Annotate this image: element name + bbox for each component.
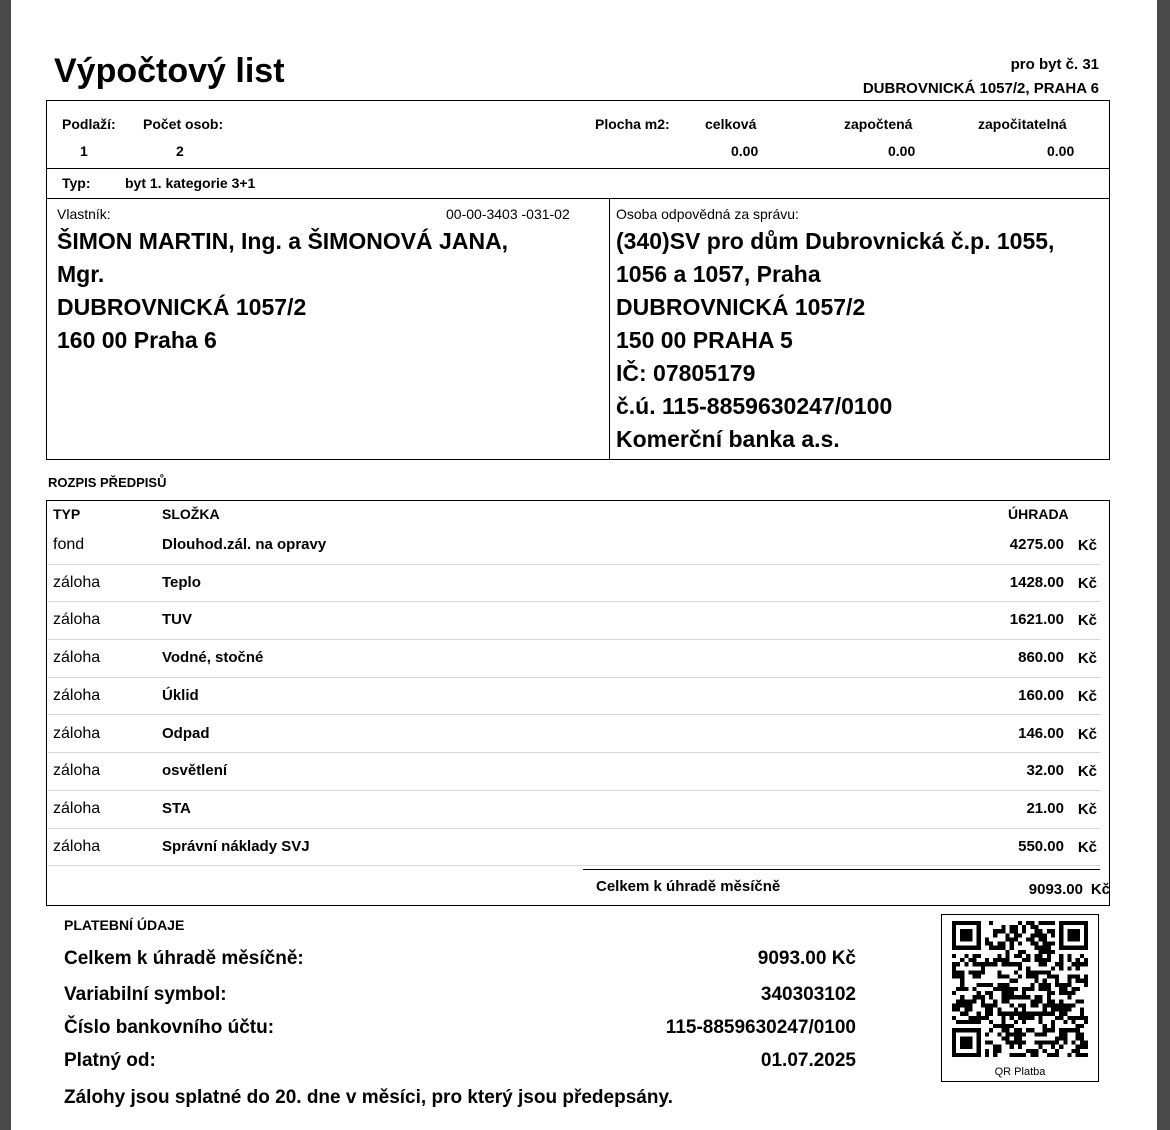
table-row: [48, 640, 1101, 678]
area-countable-value: 0.00: [1047, 143, 1075, 159]
qr-code-icon: [952, 921, 1088, 1057]
payment-total-label: Celkem k úhradě měsíčně:: [64, 948, 304, 969]
divider: [47, 198, 1109, 199]
table-row: [48, 753, 1101, 791]
row-component: Úklid: [162, 686, 199, 704]
owner-code: 00-00-3403 -031-02: [446, 206, 570, 222]
row-amount: 4275.00: [1009, 536, 1064, 553]
row-type: záloha: [53, 573, 101, 591]
row-amount: 32.00: [1026, 762, 1064, 780]
row-currency: Kč: [1077, 612, 1097, 630]
table-row: [48, 527, 1101, 565]
divider: [47, 168, 1109, 169]
total-label: Celkem k úhradě měsíčně: [596, 878, 781, 895]
owner-name-line1: ŠIMON MARTIN, Ing. a ŠIMONOVÁ JANA,: [57, 228, 509, 254]
manager-ic: IČ: 07805179: [616, 360, 756, 386]
row-currency: Kč: [1077, 574, 1097, 592]
payment-total-value: 9093.00 Kč: [757, 948, 856, 969]
manager-account: č.ú. 115-8859630247/0100: [616, 393, 893, 419]
manager-line2: 1056 a 1057, Praha: [616, 261, 821, 287]
floor-label: Podlaží:: [62, 116, 116, 132]
table-row: [48, 716, 1101, 754]
col-component-header: SLOŽKA: [162, 506, 220, 522]
row-type: záloha: [53, 762, 101, 780]
owner-city: 160 00 Praha 6: [57, 327, 217, 353]
manager-city: 150 00 PRAHA 5: [616, 327, 793, 353]
row-currency: Kč: [1077, 800, 1097, 818]
row-type: fond: [53, 536, 85, 553]
row-type: záloha: [53, 611, 101, 629]
area-countable-label: započitatelná: [978, 116, 1067, 132]
table-row: [48, 602, 1101, 640]
row-amount: 1621.00: [1009, 611, 1064, 629]
valid-from-value: 01.07.2025: [760, 1050, 856, 1071]
page-title: Výpočtový list: [54, 52, 285, 90]
row-currency: Kč: [1077, 763, 1097, 781]
manager-bank: Komerční banka a.s.: [616, 426, 840, 452]
bank-account-label: Číslo bankovního účtu:: [64, 1017, 275, 1038]
breakdown-title: ROZPIS PŘEDPISŮ: [48, 475, 167, 490]
row-currency: Kč: [1077, 650, 1097, 668]
total-line: [583, 869, 1100, 870]
persons-label: Počet osob:: [143, 116, 224, 132]
owner-name-line2: Mgr.: [57, 261, 105, 287]
manager-line1: (340)SV pro dům Dubrovnická č.p. 1055,: [616, 228, 1055, 254]
area-total-value: 0.00: [731, 143, 759, 159]
total-amount: 9093.00: [1028, 881, 1083, 898]
apartment-label: pro byt č. 31: [1010, 56, 1099, 73]
variable-symbol-label: Variabilní symbol:: [64, 984, 227, 1005]
qr-label: QR Platba: [994, 1066, 1046, 1078]
floor-value: 1: [80, 143, 88, 159]
row-amount: 21.00: [1026, 799, 1064, 817]
row-type: záloha: [53, 649, 101, 667]
row-component: Správní náklady SVJ: [162, 837, 310, 855]
table-row: [48, 791, 1101, 829]
valid-from-label: Platný od:: [64, 1050, 156, 1071]
document-page: [11, 0, 1157, 1130]
row-component: Vodné, stočné: [162, 649, 264, 667]
type-value: byt 1. kategorie 3+1: [125, 175, 256, 191]
row-currency: Kč: [1077, 537, 1097, 554]
row-amount: 550.00: [1018, 837, 1064, 855]
payment-note: Zálohy jsou splatné do 20. dne v měsíci, pro který jsou předepsány.: [64, 1087, 673, 1108]
col-payment-header: ÚHRADA: [1008, 506, 1069, 522]
info-box: [46, 100, 1110, 460]
qr-box: [941, 914, 1099, 1082]
bank-account-value: 115-8859630247/0100: [665, 1017, 856, 1038]
divider: [609, 198, 610, 459]
row-amount: 1428.00: [1009, 573, 1064, 591]
payment-title: PLATEBNÍ ÚDAJE: [64, 917, 185, 933]
area-counted-value: 0.00: [888, 143, 916, 159]
owner-street: DUBROVNICKÁ 1057/2: [57, 294, 307, 320]
area-label: Plocha m2:: [595, 116, 670, 132]
row-component: osvětlení: [162, 762, 228, 780]
row-amount: 146.00: [1018, 724, 1064, 742]
table-row: [48, 565, 1101, 603]
row-type: záloha: [53, 837, 101, 855]
area-total-label: celková: [705, 116, 757, 132]
row-type: záloha: [53, 799, 101, 817]
row-type: záloha: [53, 724, 101, 742]
manager-street: DUBROVNICKÁ 1057/2: [616, 294, 866, 320]
row-currency: Kč: [1077, 687, 1097, 705]
apartment-address: DUBROVNICKÁ 1057/2, PRAHA 6: [862, 80, 1099, 97]
row-component: Dlouhod.zál. na opravy: [162, 536, 327, 553]
row-type: záloha: [53, 686, 101, 704]
row-currency: Kč: [1077, 838, 1097, 856]
row-component: TUV: [162, 611, 192, 629]
owner-label: Vlastník:: [57, 206, 111, 222]
row-component: Odpad: [162, 724, 210, 742]
row-amount: 160.00: [1018, 686, 1064, 704]
manager-label: Osoba odpovědná za správu:: [616, 206, 799, 222]
area-counted-label: započtená: [844, 116, 913, 132]
row-component: STA: [162, 799, 191, 817]
variable-symbol-value: 340303102: [760, 984, 856, 1005]
row-component: Teplo: [162, 573, 201, 591]
persons-value: 2: [176, 143, 184, 159]
total-currency: Kč: [1090, 881, 1110, 898]
table-row: [48, 678, 1101, 716]
row-currency: Kč: [1077, 725, 1097, 743]
type-label: Typ:: [62, 175, 91, 191]
col-type-header: TYP: [53, 506, 81, 522]
row-amount: 860.00: [1018, 649, 1064, 667]
table-row: [48, 829, 1101, 867]
